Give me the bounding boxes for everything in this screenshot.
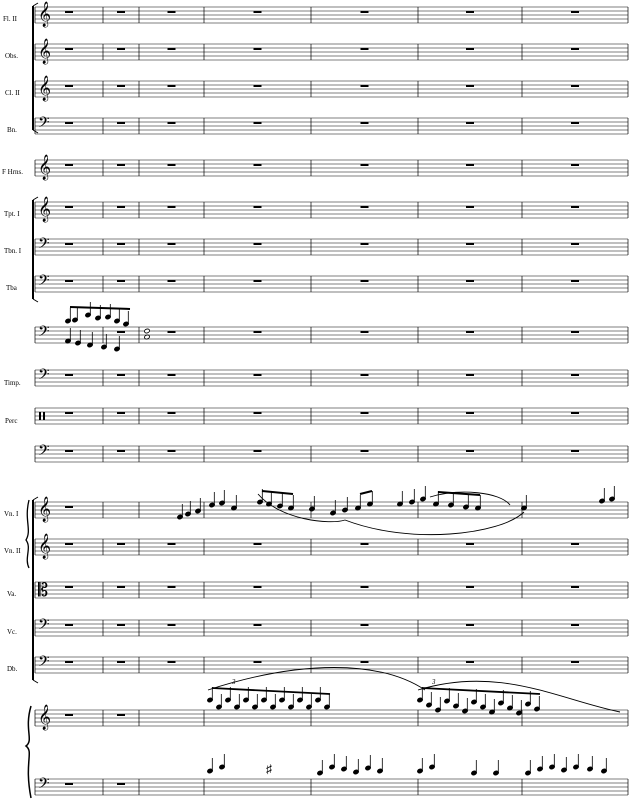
measure-rest [571,543,579,545]
piano-lh-note [493,760,499,776]
piano-rh-note [480,694,486,710]
staff-ob [35,38,628,64]
staff-tpt [35,196,628,222]
staff-fl [35,1,628,27]
measure-rest [65,586,73,588]
vn1-note [277,493,283,509]
vn1-note [599,488,605,504]
piano-lh-note [549,754,555,770]
measure-rest [117,280,125,282]
measure-rest [361,243,369,245]
piano-rh-note [516,700,522,716]
label-hn: F Hrns. [2,168,24,176]
staff-timp [35,366,628,387]
measure-rest [117,122,125,124]
vn1-note [367,491,373,507]
label-timp: Timp. [4,379,21,387]
treble-clef-icon: 𝄞 [38,705,52,730]
measure-rest [361,450,369,452]
measure-rest [254,624,262,626]
measure-rest [65,450,73,452]
piano-rh-note [306,694,312,710]
measure-rest [466,48,474,50]
measure-rest [254,374,262,376]
vn1-note [219,490,225,506]
measure-rest [466,543,474,545]
measure-rest [254,543,262,545]
measure-rest [571,122,579,124]
harp-note [85,302,91,318]
half-rest [65,783,73,785]
label-perc: Perc [5,417,18,425]
measure-rest [117,450,125,452]
measure-rest [571,450,579,452]
measure-rest [168,624,176,626]
bass-clef-icon: 𝄢 [38,272,50,293]
label-vn1: Vn. I [4,510,19,518]
measure-rest [168,243,176,245]
piano-lh-note [573,754,579,770]
bass-clef-icon: 𝄢 [38,653,50,674]
measure-rest [254,164,262,166]
whole-note [144,328,150,333]
piano-lh-note [317,760,323,776]
measure-rest [571,164,579,166]
beam [212,688,330,694]
vn1-note [433,491,439,507]
treble-clef-icon: 𝄞 [38,534,52,559]
piano-rh-note [279,687,285,703]
beam [262,491,293,494]
measure-rest [117,331,125,333]
measure-rest [466,624,474,626]
measure-rest [571,412,579,414]
piano-rh-note [216,694,222,710]
piano-rh-note [489,699,495,715]
piano-rh-note [270,694,276,710]
piano-lh-note [429,754,435,770]
staff-cl [35,75,628,101]
label-cl: Cl. II [5,89,20,97]
piano-rh-note [435,697,441,713]
staff-vn2 [35,533,628,559]
measure-rest [254,206,262,208]
measure-rest [361,661,369,663]
half-rest [65,714,73,716]
piano-lh-note [219,754,225,770]
measure-rest [117,206,125,208]
staff-pno_l [35,775,628,796]
measure-rest [65,48,73,50]
measure-rest [168,206,176,208]
measure-rest [65,164,73,166]
measure-rest [117,624,125,626]
vn1-note [397,491,403,507]
vn1-note [420,486,426,502]
slur [418,681,620,712]
measure-rest [168,280,176,282]
measure-rest [571,624,579,626]
measure-rest [117,243,125,245]
staff-va [35,580,628,601]
measure-rest [466,206,474,208]
staff-labels [2,15,23,673]
staff-tbn [35,235,628,256]
alto-clef-icon: 𝄡 [38,580,49,601]
measure-rest [254,48,262,50]
treble-clef-icon: 𝄞 [38,39,52,64]
harp-bass-note [65,328,71,344]
treble-clef-icon: 𝄞 [38,76,52,101]
slur [208,668,425,691]
measure-rest [361,164,369,166]
harp-note [114,308,120,324]
measure-rest [65,85,73,87]
measure-rest [65,122,73,124]
label-db: Db. [7,665,18,673]
treble-clef-icon: 𝄞 [38,497,52,522]
harp-note [123,311,129,327]
beam [70,307,130,309]
measure-rest [117,374,125,376]
measure-rest [466,85,474,87]
measure-rest [361,586,369,588]
measure-rest [254,331,262,333]
vn1-note [409,489,415,505]
piano-lh-note [329,754,335,770]
measure-rest [361,48,369,50]
measure-rest [254,122,262,124]
label-vn2: Vn. II [4,547,21,555]
harp-bass-note [101,334,107,350]
treble-clef-icon: 𝄞 [38,2,52,27]
measure-rest [117,164,125,166]
piano-lh-note [341,756,347,772]
label-tba: Tba [6,284,17,292]
vn1-note [342,497,348,513]
staff-unk [35,442,628,463]
measure-rest [361,122,369,124]
measure-rest [466,661,474,663]
measure-rest [168,122,176,124]
measure-rest [466,122,474,124]
measure-rest [168,450,176,452]
label-ob: Obs. [5,52,19,60]
measure-rest [254,586,262,588]
piano-lh-note [601,758,607,774]
measure-rest [168,331,176,333]
measure-rest [65,206,73,208]
measure-rest [117,412,125,414]
piano-lh-note [377,758,383,774]
measure-rest [65,280,73,282]
piano-rh-note [315,687,321,703]
piano-rh-note [507,695,513,711]
bass-clef-icon: 𝄢 [38,366,50,387]
measure-rest [361,206,369,208]
vn1-note [330,500,336,516]
treble-clef-icon: 𝄞 [38,197,52,222]
piano-lh-note [525,760,531,776]
staves [35,1,628,796]
label-fl: Fl. II [3,15,17,23]
measure-rest [466,243,474,245]
measure-rest [466,412,474,414]
vn1-note [177,504,183,520]
measure-rest [361,11,369,13]
measure-rest [361,624,369,626]
measure-rest [466,450,474,452]
staff-bn [35,114,628,135]
piano-lh-note [561,757,567,773]
measure-rest [168,543,176,545]
piano-rh-note [252,694,258,710]
vn1-note [309,496,315,512]
arpeggio-chord: ♯ [266,762,272,776]
measure-rest [571,331,579,333]
piano-rh-note [444,688,450,704]
measure-rest [361,543,369,545]
vn1-note [448,492,454,508]
piano-lh-note [353,759,359,775]
label-vc: Vc. [7,628,17,636]
measure-rest [254,11,262,13]
measure-rest [65,11,73,13]
measure-rest [254,243,262,245]
measure-rest [571,280,579,282]
measure-rest [466,586,474,588]
measure-rest [168,48,176,50]
violin-brace [26,500,29,568]
measure-rest [65,543,73,545]
vn1-note [475,495,481,511]
staff-perc [35,408,628,424]
measure-rest [361,331,369,333]
measure-rest [168,661,176,663]
measure-rest [117,11,125,13]
measure-rest [65,506,73,508]
measure-rest [361,280,369,282]
harp-note [105,304,111,320]
measure-rest [168,164,176,166]
measure-rest [117,85,125,87]
vn1-note [609,486,615,502]
vn1-note [355,495,361,511]
measure-rest [571,661,579,663]
piano-rh-note [288,694,294,710]
measure-rest [466,331,474,333]
measure-rest [117,48,125,50]
measure-rest [361,412,369,414]
measure-rest [168,374,176,376]
measure-rest [466,374,474,376]
measure-rest [65,624,73,626]
staff-vc [35,616,628,637]
harp-bass-note [75,330,81,346]
piano-lh-note [417,758,423,774]
measure-rest [361,374,369,376]
harp-bass-note [114,336,120,352]
measure-rest [168,11,176,13]
vn1-note [288,495,294,511]
measure-rest [254,280,262,282]
measure-rest [571,374,579,376]
piano-rh-note [297,687,303,703]
tuplet-number: 3 [232,678,236,686]
measure-rest [117,586,125,588]
staff-hn [35,154,628,180]
measure-rest [117,543,125,545]
measure-rest [168,85,176,87]
measure-rest [571,85,579,87]
measure-rest [466,11,474,13]
piano-rh-note [261,687,267,703]
harp-note [65,308,71,324]
measure-rest [254,412,262,414]
piano-lh-note [471,760,477,776]
staff-vn1 [35,496,628,522]
measure-rest [254,661,262,663]
tuplet-number: 3 [432,678,436,686]
bass-clef-icon: 𝄢 [38,323,50,344]
piano-brace [26,706,31,798]
measure-rest [361,85,369,87]
piano-rh-note [462,698,468,714]
beam [422,688,540,694]
measure-rest [466,164,474,166]
staff-db [35,653,628,674]
label-tpt: Tpt. I [4,210,20,218]
measure-rest [571,243,579,245]
measure-rest [65,374,73,376]
bass-clef-icon: 𝄢 [38,775,50,796]
measure-rest [571,48,579,50]
piano-rh-note [324,694,330,710]
measure-rest [65,661,73,663]
bass-clef-icon: 𝄢 [38,235,50,256]
piano-rh-note [534,696,540,712]
measure-rest [254,450,262,452]
piano-lh-note [587,756,593,772]
slur [345,512,524,535]
measure-rest [466,280,474,282]
measure-rest [254,85,262,87]
piano-lh-note [537,756,543,772]
beam [360,491,372,494]
staff-tba [35,272,628,293]
measure-rest [168,412,176,414]
measure-rest [168,586,176,588]
measure-rest [65,412,73,414]
piano-lh-note [207,758,213,774]
measure-rest [571,586,579,588]
label-bn: Bn. [7,126,17,134]
bass-clef-icon: 𝄢 [38,114,50,135]
bass-clef-icon: 𝄢 [38,442,50,463]
piano-rh-note [426,692,432,708]
label-va: Va. [7,590,17,598]
measure-rest [117,661,125,663]
vn1-note [209,492,215,508]
half-rest [117,714,125,716]
vn1-note [231,495,237,511]
measure-rest [571,206,579,208]
treble-clef-icon: 𝄞 [38,155,52,180]
label-tbn: Tbn. I [4,247,22,255]
harp-bass-note [87,332,93,348]
piano-lh-note [365,755,371,771]
half-rest [117,783,125,785]
vn1-note [185,501,191,517]
harp-note [72,307,78,323]
measure-rest [65,243,73,245]
measure-rest [571,11,579,13]
bass-clef-icon: 𝄢 [38,616,50,637]
piano-rh-note [453,693,459,709]
piano-rh-note [234,694,240,710]
